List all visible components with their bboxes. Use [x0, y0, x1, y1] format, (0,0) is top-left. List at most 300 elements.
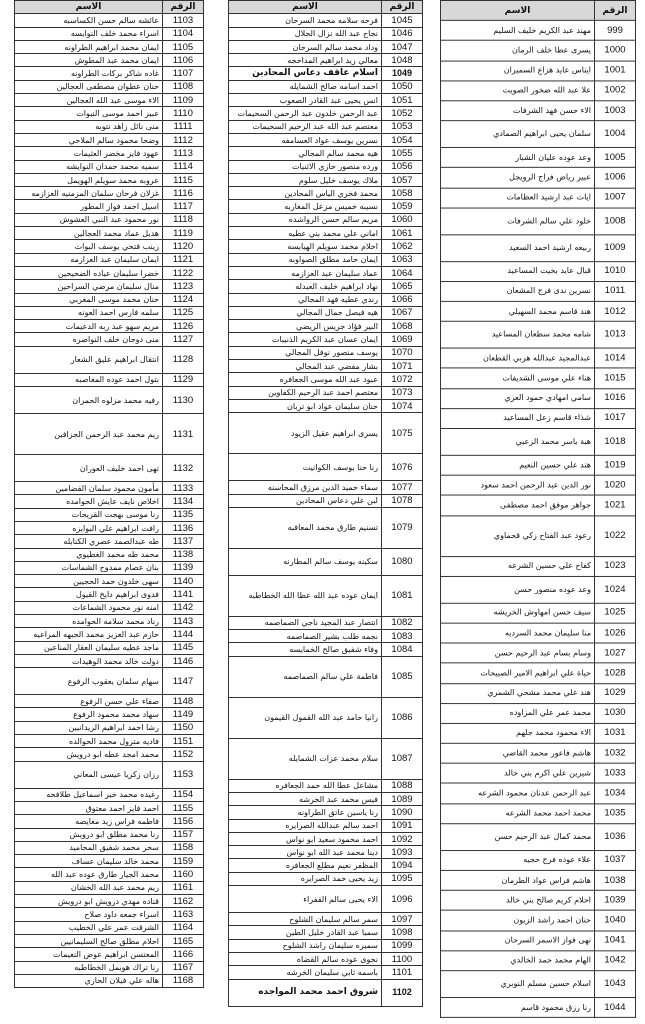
table-row	[441, 804, 636, 824]
person-name-cell: رغيده محمد خير اسماعيل طلافحه	[15, 788, 163, 801]
table-row	[229, 94, 423, 107]
table-row	[15, 708, 204, 721]
row-number-cell: 1095	[382, 872, 423, 885]
table-row	[15, 641, 204, 654]
row-number-cell: 1023	[595, 556, 636, 576]
row-number-cell: 1032	[595, 743, 636, 763]
person-name-cell: قناده مهدي درويش ابو درويش	[15, 895, 163, 908]
row-number-cell: 1165	[163, 934, 204, 947]
table-body	[15, 14, 204, 988]
table-row	[441, 261, 636, 281]
table-row	[441, 783, 636, 803]
table-row	[15, 482, 204, 495]
row-number-cell: 1079	[382, 507, 423, 548]
table-row	[15, 601, 204, 614]
row-number-cell: 1029	[595, 683, 636, 703]
row-number-cell: 1107	[163, 67, 204, 80]
table-row	[229, 966, 423, 979]
row-number-cell: 1072	[382, 373, 423, 386]
row-number-cell: 1019	[595, 455, 636, 475]
table-row	[229, 40, 423, 53]
person-name-cell: هند علي حسين النعيم	[441, 455, 595, 475]
row-number-cell: 1132	[163, 455, 204, 482]
table-row	[229, 886, 423, 913]
person-name-cell: رنا ياسين عاتق الطراونه	[229, 806, 382, 819]
row-number-cell: 1139	[163, 561, 204, 574]
person-name-cell: هند علي محمد مشحي الشمري	[441, 683, 595, 703]
row-number-cell: 1164	[163, 921, 204, 934]
person-name-cell: احمد محمود سعيد ابو نواس	[229, 832, 382, 845]
table-row	[229, 846, 423, 859]
person-name-cell: سلام محمد عزات الشمايله	[229, 738, 382, 779]
table-row	[15, 213, 204, 226]
table-row	[441, 475, 636, 495]
row-number-cell: 1042	[595, 951, 636, 971]
table-row	[15, 266, 204, 279]
person-name-cell: احلام مطلق صالح السليمانيين	[15, 934, 163, 947]
table-row	[441, 235, 636, 262]
name-table	[440, 0, 636, 1018]
row-number-cell: 1080	[382, 548, 423, 575]
row-number-cell: 1094	[382, 859, 423, 872]
person-name-cell: الاء حسن فهد الشرفات	[441, 101, 595, 121]
person-name-cell: حازم عبد العزيز محمد الجبهه المراعيه	[15, 628, 163, 641]
table-row	[229, 643, 423, 656]
row-number-cell: 1047	[382, 40, 423, 53]
row-number-cell: 1061	[382, 227, 423, 240]
table-row	[229, 548, 423, 575]
table-row	[441, 723, 636, 743]
table-row	[15, 881, 204, 894]
person-name-cell: غاده شاكر بركات الطراونه	[15, 67, 163, 80]
row-number-cell: 1081	[382, 575, 423, 616]
table-row	[15, 387, 204, 414]
table-row	[441, 208, 636, 235]
row-number-cell: 1147	[163, 668, 204, 695]
row-number-cell: 1050	[382, 80, 423, 93]
person-name-cell: مريم سالم حسن الرواشده	[229, 213, 382, 226]
person-name-cell: ريم محمد عبد الرحمن الجزافين	[15, 414, 163, 455]
table-row	[441, 663, 636, 683]
table-row	[229, 399, 423, 412]
table-row	[15, 921, 204, 934]
table-row	[229, 656, 423, 697]
person-name-cell: رشا احمد ابراهيم الزيدانيين	[15, 721, 163, 734]
person-name-cell: نجمه طلب بشير الصماصمه	[229, 630, 382, 643]
row-number-cell: 1066	[382, 293, 423, 306]
row-number-cell: 1057	[382, 173, 423, 186]
person-name-cell: عبد الرحمن خلدون عبد الرحمن السحيمات	[229, 107, 382, 120]
table-row	[441, 495, 636, 515]
person-name-cell: الاء محمود محمد جلهم	[441, 723, 595, 743]
person-name-cell: عبد الرحمن عدنان محمود الشرعه	[441, 783, 595, 803]
row-number-cell: 1142	[163, 601, 204, 614]
person-name-cell: خضرا سليمان عياده الضحيحين	[15, 266, 163, 279]
person-name-cell: محمد طه محمد الغطيوي	[15, 548, 163, 561]
row-number-cell: 1039	[595, 890, 636, 910]
row-number-cell: 1069	[382, 333, 423, 346]
person-name-cell: هبة ياسر محمد الزعبي	[441, 429, 595, 456]
table-row	[15, 293, 204, 306]
person-name-cell: ورده منصور حازي الاثنيات	[229, 160, 382, 173]
table-row	[441, 168, 636, 188]
table-row	[441, 148, 636, 168]
row-number-cell: 1157	[163, 828, 204, 841]
table-row	[15, 521, 204, 534]
row-number-cell: 1143	[163, 614, 204, 627]
person-name-cell: شذاء قاسم زعل المساعيد	[441, 408, 595, 428]
table-row	[15, 227, 204, 240]
person-name-cell: الاء يحيى سالم القفراء	[229, 886, 382, 913]
table-row	[441, 408, 636, 428]
person-name-cell: اسراء جمعه داود صلاح	[15, 908, 163, 921]
row-number-cell: 1043	[595, 971, 636, 998]
row-number-cell: 1010	[595, 261, 636, 281]
row-number-cell: 1016	[595, 388, 636, 408]
person-name-cell: انس يحيى عبد القادر الصعوب	[229, 94, 382, 107]
table-row	[441, 951, 636, 971]
person-name-cell: وعد عوده منصور حسن	[441, 576, 595, 603]
row-number-cell: 1125	[163, 306, 204, 319]
person-name-cell: وعد عوده عليان الشبار	[441, 148, 595, 168]
row-number-cell: 1140	[163, 575, 204, 588]
table-row	[441, 763, 636, 783]
person-name-cell: عماد سليمان عبد العزازمه	[229, 266, 382, 279]
table-row	[229, 575, 423, 616]
row-number-cell: 1013	[595, 321, 636, 348]
person-name-cell: فاطمه فراس زيد مغايضه	[15, 815, 163, 828]
person-name-cell: عبدالمجيد عبدالله هربي القطعان	[441, 348, 595, 368]
table-row	[441, 703, 636, 723]
row-number-cell: 1134	[163, 495, 204, 508]
person-name-cell: احمد سالم عبدالله الصرايره	[229, 819, 382, 832]
row-number-cell: 1085	[382, 656, 423, 697]
person-name-cell: شيرين علي اكرم بني خالد	[441, 763, 595, 783]
person-name-cell: الاء موسى عبد الله العجالين	[15, 94, 163, 107]
table-row	[229, 926, 423, 939]
person-name-cell: نور محمود عبد النبي العشوش	[15, 213, 163, 226]
row-number-cell: 1124	[163, 293, 204, 306]
table-row	[15, 107, 204, 120]
table-row	[15, 974, 204, 987]
table-row	[15, 695, 204, 708]
person-name-cell: احمد اسامه صالح الشمايله	[229, 80, 382, 93]
table-row	[15, 815, 204, 828]
person-name-cell: مشاعل عطا الله حمد الجعافره	[229, 779, 382, 792]
table-row	[441, 911, 636, 931]
row-number-cell: 1076	[382, 454, 423, 481]
person-name-cell: اسراء محمد خلف النوايسه	[15, 27, 163, 40]
row-number-cell: 1058	[382, 187, 423, 200]
person-name-cell: فدوى ابراهيم دايخ القيول	[15, 588, 163, 601]
person-name-cell: حنان عطوان مصطفى العجالين	[15, 80, 163, 93]
row-number-cell: 1150	[163, 721, 204, 734]
table-row	[15, 855, 204, 868]
table-row	[441, 971, 636, 998]
table-row	[229, 133, 423, 146]
table-row	[15, 961, 204, 974]
table-row	[15, 614, 204, 627]
person-name-cell: يسرى عطا خلف الرمان	[441, 41, 595, 61]
row-number-cell: 1120	[163, 240, 204, 253]
person-name-cell: محمد الجيار طارق عوده عبد الله	[15, 868, 163, 881]
person-name-cell: رنا تراك هويمل الخطاطبه	[15, 961, 163, 974]
person-name-cell: سمر سالم سليمان الشلوح	[229, 913, 382, 926]
person-name-cell: هناء علي موسى الشديفات	[441, 368, 595, 388]
table-row	[229, 333, 423, 346]
row-number-cell: 999	[595, 21, 636, 41]
person-name-cell: نسرين يوسف عواد العسامفه	[229, 133, 382, 146]
table-row	[229, 67, 423, 80]
row-number-cell: 1012	[595, 301, 636, 321]
row-number-cell: 1028	[595, 663, 636, 683]
table-row	[441, 824, 636, 851]
table-row	[229, 14, 423, 27]
person-name-cell: ايات عبد ارشيد العظامات	[441, 188, 595, 208]
number-header: الرقم	[595, 0, 636, 20]
table-row	[229, 360, 423, 373]
table-row	[229, 253, 423, 266]
row-number-cell: 1021	[595, 495, 636, 515]
table-row	[441, 997, 636, 1017]
person-name-cell: رنا حنا يوسف الكوانيت	[229, 454, 382, 481]
row-number-cell: 1087	[382, 738, 423, 779]
person-name-cell: رناد محمد سلامه الحوامده	[15, 614, 163, 627]
row-number-cell: 1004	[595, 121, 636, 148]
name-table	[14, 0, 204, 988]
table-row	[229, 630, 423, 643]
row-number-cell: 1005	[595, 148, 636, 168]
table-row	[15, 495, 204, 508]
table-row	[441, 429, 636, 456]
row-number-cell: 1162	[163, 895, 204, 908]
person-name-cell: احمد فايز احمد معتوق	[15, 801, 163, 814]
person-name-cell: هديل عماد محمد العجالين	[15, 227, 163, 240]
person-name-cell: مريم سهو عبد ربه الدعيمات	[15, 320, 163, 333]
row-number-cell: 1119	[163, 227, 204, 240]
person-name-cell: انتقال ابراهيم عليق الشعار	[15, 346, 163, 373]
person-name-cell: محمد فخري الياس المحادين	[229, 187, 382, 200]
row-number-cell: 1077	[382, 481, 423, 494]
person-name-cell: عبير رياض فراج الرويجل	[441, 168, 595, 188]
row-number-cell: 1152	[163, 748, 204, 761]
table-row	[229, 779, 423, 792]
row-number-cell: 1155	[163, 801, 204, 814]
table-row	[229, 939, 423, 952]
table-row	[15, 373, 204, 386]
table-row	[441, 368, 636, 388]
row-number-cell: 1071	[382, 360, 423, 373]
person-name-cell: رافت ابراهيم علي البوايزه	[15, 521, 163, 534]
table-row	[15, 561, 204, 574]
table-row	[15, 508, 204, 521]
table-row	[441, 683, 636, 703]
person-name-cell: رنا رزق محمود قاسم	[441, 997, 595, 1017]
row-number-cell: 1122	[163, 266, 204, 279]
person-name-cell: الشرقت عمر علي الخطيب	[15, 921, 163, 934]
person-name-cell: معتصم عبد الله عبد الرحيم السحيمات	[229, 120, 382, 133]
row-number-cell: 1045	[382, 14, 423, 27]
row-number-cell: 1131	[163, 414, 204, 455]
person-name-cell: هيه محمد سالم المجالي	[229, 147, 382, 160]
table-row	[15, 535, 204, 548]
table-row	[441, 623, 636, 643]
row-number-cell: 1074	[382, 399, 423, 412]
person-name-cell: رعود عبد الفتاح زكي قحماوي	[441, 515, 595, 556]
person-name-cell: المظفر نعيم مطلع الجعافره	[229, 859, 382, 872]
row-number-cell: 1091	[382, 819, 423, 832]
table-row	[15, 160, 204, 173]
person-name-cell: اخلاص نايف عايش الحوامده	[15, 495, 163, 508]
table-row	[229, 697, 423, 738]
row-number-cell: 1167	[163, 961, 204, 974]
row-number-cell: 1160	[163, 868, 204, 881]
table-row	[441, 388, 636, 408]
person-name-cell: كفاح علي حسين الشرعه	[441, 556, 595, 576]
person-name-cell: زينب فتحي يوسف البوات	[15, 240, 163, 253]
person-name-cell: سلمه فارس احمد العونه	[15, 306, 163, 319]
row-number-cell: 1144	[163, 628, 204, 641]
person-name-cell: مأمون محمود سلمان القضامين	[15, 482, 163, 495]
row-number-cell: 1063	[382, 253, 423, 266]
person-name-cell: هيه فيصل جمال المجالي	[229, 306, 382, 319]
person-name-cell: المعتسن ابراهيم عوض النعيمات	[15, 948, 163, 961]
table-row	[15, 94, 204, 107]
person-name-cell: ربيعه ارشيد احمد السعيد	[441, 235, 595, 262]
name-table-column-3	[440, 0, 636, 1018]
row-number-cell: 1116	[163, 187, 204, 200]
row-number-cell: 1040	[595, 911, 636, 931]
row-number-cell: 1006	[595, 168, 636, 188]
name-table-column-2	[228, 0, 423, 1007]
table-row	[15, 120, 204, 133]
row-number-cell: 1109	[163, 94, 204, 107]
person-name-cell: قبال عايد بخيت المساعيد	[441, 261, 595, 281]
row-number-cell: 1003	[595, 101, 636, 121]
person-name-cell: محمد احمد محمد الشرعه	[441, 804, 595, 824]
person-name-cell: سكينه يوسف سالم المطارنه	[229, 548, 382, 575]
table-row	[229, 187, 423, 200]
table-row	[15, 320, 204, 333]
table-row	[15, 200, 204, 213]
table-row	[229, 320, 423, 333]
person-name-cell: رنا محمد مطلق ابو درويش	[15, 828, 163, 841]
row-number-cell: 1024	[595, 576, 636, 603]
table-row	[441, 743, 636, 763]
person-name-cell: علاء عوده فرج حجيه	[441, 850, 595, 870]
person-name-cell: عروبه محمد سويلم الهويمل	[15, 173, 163, 186]
table-row	[15, 761, 204, 788]
table-row	[441, 515, 636, 556]
table-row	[15, 240, 204, 253]
row-number-cell: 1121	[163, 253, 204, 266]
table-row	[441, 321, 636, 348]
person-name-cell: سميا عبد القادر خليل الطين	[229, 926, 382, 939]
table-row	[15, 280, 204, 293]
person-name-cell: ايمان عسان عبد الكريم الذنيبات	[229, 333, 382, 346]
table-row	[229, 173, 423, 186]
person-name-cell: رندي عطيه فهد المجالي	[229, 293, 382, 306]
person-name-cell: احلام محمد سويلم الهيايسه	[229, 240, 382, 253]
table-row	[441, 41, 636, 61]
person-name-cell: نسرين ندى فرج المشعان	[441, 281, 595, 301]
person-name-cell: فاديه مترول محمد الحوالده	[15, 735, 163, 748]
row-number-cell: 1020	[595, 475, 636, 495]
table-row	[229, 859, 423, 872]
table-row	[15, 828, 204, 841]
table-row	[15, 575, 204, 588]
row-number-cell: 1141	[163, 588, 204, 601]
row-number-cell: 1146	[163, 654, 204, 667]
person-name-cell: غزلان فرحان سلمان المزمنيه العزازمه	[15, 187, 163, 200]
table-row	[15, 133, 204, 146]
person-name-cell: سهى خلدون حمد الحجيين	[15, 575, 163, 588]
table-row	[15, 548, 204, 561]
person-name-cell: اسلام حسين مسلم النويري	[441, 971, 595, 998]
person-name-cell: نسيبه خميس مزعل المغاربه	[229, 200, 382, 213]
table-row	[229, 147, 423, 160]
row-number-cell: 1011	[595, 281, 636, 301]
row-number-cell: 1097	[382, 913, 423, 926]
person-name-cell: سيف حسن امهاوش الخريشه	[441, 603, 595, 623]
row-number-cell: 1106	[163, 54, 204, 67]
row-number-cell: 1149	[163, 708, 204, 721]
name-table	[228, 0, 423, 1007]
row-number-cell: 1130	[163, 387, 204, 414]
name-header: الاسم	[15, 1, 163, 14]
person-name-cell: اسيل احمد فواز المطور	[15, 200, 163, 213]
row-number-cell: 1101	[382, 966, 423, 979]
row-number-cell: 1103	[163, 14, 204, 27]
table-row	[441, 101, 636, 121]
row-number-cell: 1025	[595, 603, 636, 623]
person-name-cell: ماجد عطيه سليمان العقار المناعين	[15, 641, 163, 654]
person-name-cell: ايمان حامد مطلق الصواوبه	[229, 253, 382, 266]
person-name-cell: رفيه محمد مزلوه الحمران	[15, 387, 163, 414]
person-name-cell: باسمه ثابي سليمان الخرشه	[229, 966, 382, 979]
row-number-cell: 1138	[163, 548, 204, 561]
row-number-cell: 1086	[382, 697, 423, 738]
table-row	[15, 333, 204, 346]
person-name-cell: طه عبدالصمد عصري الكنابله	[15, 535, 163, 548]
person-name-cell: فيس محمد عبد الخرشه	[229, 792, 382, 805]
row-number-cell: 1041	[595, 931, 636, 951]
table-row	[15, 788, 204, 801]
table-row	[229, 160, 423, 173]
table-row	[441, 643, 636, 663]
row-number-cell: 1129	[163, 373, 204, 386]
person-name-cell: محمد كمال عبد الرحيم حسن	[441, 824, 595, 851]
table-row	[229, 494, 423, 507]
table-row	[229, 293, 423, 306]
table-row	[15, 40, 204, 53]
row-number-cell: 1105	[163, 40, 204, 53]
table-body	[441, 21, 636, 1018]
table-row	[15, 147, 204, 160]
person-name-cell: دينا محمد عبد الله ابو نواس	[229, 846, 382, 859]
table-row	[15, 628, 204, 641]
row-number-cell: 1123	[163, 280, 204, 293]
table-row	[441, 301, 636, 321]
row-number-cell: 1114	[163, 160, 204, 173]
person-name-cell: رزان زكريا عيسى المعاني	[15, 761, 163, 788]
person-name-cell: امنه نور محمود الشماعات	[15, 601, 163, 614]
person-name-cell: فرحه سلامه محمد السرحان	[229, 14, 382, 27]
table-row	[15, 187, 204, 200]
table-row	[441, 890, 636, 910]
person-name-cell: حياة علي ابراهيم الامير الصبيحات	[441, 663, 595, 683]
person-name-cell: عائشه سالم حسن الكساسبه	[15, 14, 163, 27]
